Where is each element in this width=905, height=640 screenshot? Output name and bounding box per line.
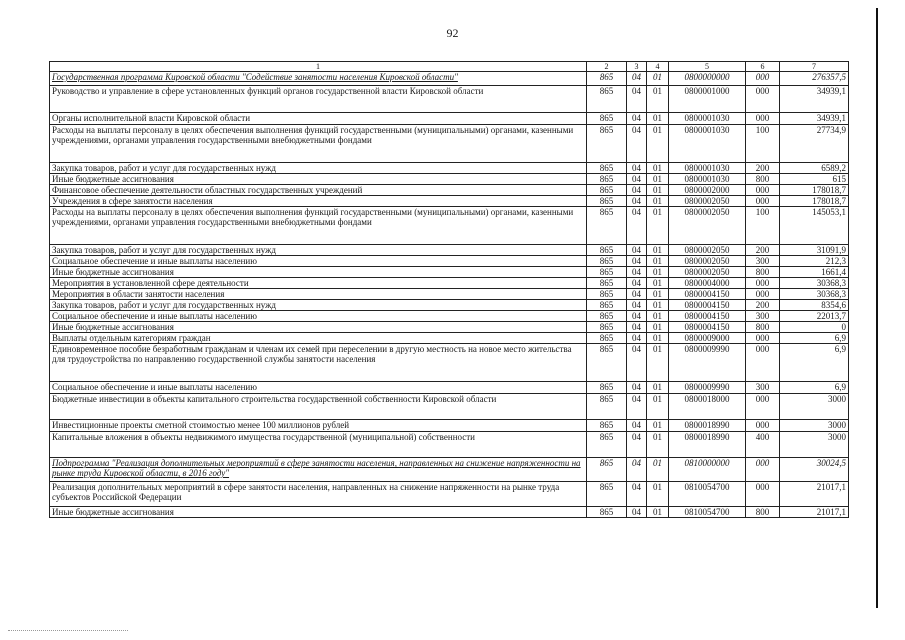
budget-item-name: Учреждения в сфере занятости населения	[50, 196, 587, 207]
table-row	[50, 245, 849, 256]
amount: 6589,2	[780, 163, 849, 174]
budget-item-name: Закупка товаров, работ и услуг для государственных нужд	[50, 245, 587, 256]
expense-type-code: 000	[746, 344, 780, 382]
table-row	[50, 256, 849, 267]
amount: 27734,9	[780, 125, 849, 163]
expense-type-code: 400	[746, 432, 780, 458]
ministry-code: 865	[587, 311, 627, 322]
section-code: 04	[627, 344, 647, 382]
subsection-code: 01	[647, 333, 669, 344]
target-article-code: 0810000000	[669, 458, 746, 482]
subsection-code: 01	[647, 507, 669, 518]
budget-item-name: Единовременное пособие безработным гражданам и членам их семей при переселении в другую местность на новое место жительства для трудоустройства по направлению государственной службы занятости населения	[50, 344, 587, 382]
table-row	[50, 289, 849, 300]
target-article-code: 0800001030	[669, 163, 746, 174]
table-row	[50, 207, 849, 245]
target-article-code: 0800009000	[669, 333, 746, 344]
amount: 8354,6	[780, 300, 849, 311]
subsection-code: 01	[647, 256, 669, 267]
table-row	[50, 278, 849, 289]
target-article-code: 0800002050	[669, 267, 746, 278]
table-row	[50, 196, 849, 207]
table-row	[50, 267, 849, 278]
target-article-code: 0800018990	[669, 432, 746, 458]
ministry-code: 865	[587, 394, 627, 420]
table-row	[50, 300, 849, 311]
budget-item-name: Органы исполнительной власти Кировской области	[50, 113, 587, 125]
ministry-code: 865	[587, 300, 627, 311]
expense-type-code: 300	[746, 311, 780, 322]
expense-type-code: 000	[746, 482, 780, 507]
amount: 145053,1	[780, 207, 849, 245]
expense-type-code: 100	[746, 125, 780, 163]
amount: 3000	[780, 432, 849, 458]
ministry-code: 865	[587, 507, 627, 518]
table-row	[50, 482, 849, 507]
column-header: 5	[669, 62, 746, 72]
table-row	[50, 382, 849, 394]
ministry-code: 865	[587, 72, 627, 86]
table-row	[50, 163, 849, 174]
subsection-code: 01	[647, 174, 669, 185]
section-code: 04	[627, 86, 647, 113]
expense-type-code: 000	[746, 72, 780, 86]
subsection-code: 01	[647, 196, 669, 207]
amount: 31091,9	[780, 245, 849, 256]
ministry-code: 865	[587, 458, 627, 482]
table-row	[50, 394, 849, 420]
target-article-code: 0800002050	[669, 256, 746, 267]
subsection-code: 01	[647, 267, 669, 278]
subsection-code: 01	[647, 394, 669, 420]
expense-type-code: 000	[746, 113, 780, 125]
amount: 30368,3	[780, 289, 849, 300]
expense-type-code: 300	[746, 382, 780, 394]
scan-artifact	[8, 630, 128, 632]
ministry-code: 865	[587, 267, 627, 278]
budget-item-name: Иные бюджетные ассигнования	[50, 174, 587, 185]
section-code: 04	[627, 267, 647, 278]
budget-item-name: Социальное обеспечение и иные выплаты населению	[50, 382, 587, 394]
header-row	[50, 62, 849, 72]
section-code: 04	[627, 125, 647, 163]
amount: 1661,4	[780, 267, 849, 278]
ministry-code: 865	[587, 333, 627, 344]
table-row	[50, 113, 849, 125]
expense-type-code: 100	[746, 207, 780, 245]
section-code: 04	[627, 245, 647, 256]
budget-item-name: Мероприятия в области занятости населения	[50, 289, 587, 300]
subsection-code: 01	[647, 300, 669, 311]
target-article-code: 0800002050	[669, 207, 746, 245]
ministry-code: 865	[587, 125, 627, 163]
budget-item-name: Социальное обеспечение и иные выплаты населению	[50, 256, 587, 267]
column-header: 3	[627, 62, 647, 72]
table-body	[50, 62, 849, 518]
ministry-code: 865	[587, 382, 627, 394]
subsection-code: 01	[647, 458, 669, 482]
expense-type-code: 200	[746, 300, 780, 311]
subsection-code: 01	[647, 382, 669, 394]
section-code: 04	[627, 382, 647, 394]
expense-type-code: 000	[746, 394, 780, 420]
ministry-code: 865	[587, 344, 627, 382]
subsection-code: 01	[647, 432, 669, 458]
budget-item-name: Иные бюджетные ассигнования	[50, 267, 587, 278]
table-row	[50, 86, 849, 113]
budget-item-name: Руководство и управление в сфере установленных функций органов государственной власти Кировской области	[50, 86, 587, 113]
subsection-code: 01	[647, 245, 669, 256]
target-article-code: 0800000000	[669, 72, 746, 86]
expense-type-code: 000	[746, 458, 780, 482]
amount: 21017,1	[780, 482, 849, 507]
subsection-code: 01	[647, 311, 669, 322]
subsection-code: 01	[647, 163, 669, 174]
section-code: 04	[627, 72, 647, 86]
subsection-code: 01	[647, 278, 669, 289]
subsection-code: 01	[647, 125, 669, 163]
ministry-code: 865	[587, 86, 627, 113]
column-header: 6	[746, 62, 780, 72]
amount: 34939,1	[780, 86, 849, 113]
budget-item-name: Социальное обеспечение и иные выплаты населению	[50, 311, 587, 322]
section-code: 04	[627, 311, 647, 322]
table-row	[50, 174, 849, 185]
page-number: 92	[446, 26, 459, 40]
budget-item-name: Бюджетные инвестиции в объекты капитального строительства государственной собственности Кировской области	[50, 394, 587, 420]
subsection-code: 01	[647, 86, 669, 113]
subsection-code: 01	[647, 207, 669, 245]
section-code: 04	[627, 482, 647, 507]
target-article-code: 0800009990	[669, 382, 746, 394]
target-article-code: 0810054700	[669, 507, 746, 518]
subsection-code: 01	[647, 289, 669, 300]
ministry-code: 865	[587, 196, 627, 207]
section-code: 04	[627, 322, 647, 333]
ministry-code: 865	[587, 174, 627, 185]
subsection-code: 01	[647, 185, 669, 196]
expense-type-code: 800	[746, 174, 780, 185]
expense-type-code: 300	[746, 256, 780, 267]
ministry-code: 865	[587, 322, 627, 333]
section-code: 04	[627, 256, 647, 267]
budget-item-name: Мероприятия в установленной сфере деятельности	[50, 278, 587, 289]
target-article-code: 0800018990	[669, 420, 746, 432]
amount: 178018,7	[780, 185, 849, 196]
ministry-code: 865	[587, 113, 627, 125]
margin-rule	[876, 8, 878, 608]
amount: 3000	[780, 420, 849, 432]
amount: 6,9	[780, 344, 849, 382]
section-code: 04	[627, 174, 647, 185]
section-code: 04	[627, 333, 647, 344]
target-article-code: 0800001030	[669, 125, 746, 163]
ministry-code: 865	[587, 207, 627, 245]
subsection-code: 01	[647, 420, 669, 432]
subsection-code: 01	[647, 113, 669, 125]
section-code: 04	[627, 458, 647, 482]
section-code: 04	[627, 185, 647, 196]
section-code: 04	[627, 300, 647, 311]
expense-type-code: 000	[746, 86, 780, 113]
budget-item-name: Финансовое обеспечение деятельности областных государственных учреждений	[50, 185, 587, 196]
amount: 0	[780, 322, 849, 333]
column-header: 2	[587, 62, 627, 72]
section-code: 04	[627, 507, 647, 518]
table-row	[50, 420, 849, 432]
table-row	[50, 344, 849, 382]
table-row	[50, 322, 849, 333]
ministry-code: 865	[587, 278, 627, 289]
budget-table	[49, 61, 849, 518]
amount: 615	[780, 174, 849, 185]
target-article-code: 0800018000	[669, 394, 746, 420]
budget-item-name: Подпрограмма "Реализация дополнительных мероприятий в сфере занятости населения, направленных на снижение напряженности на рынке труда Кировской области, в 2016 году"	[50, 458, 587, 482]
amount: 30024,5	[780, 458, 849, 482]
expense-type-code: 000	[746, 196, 780, 207]
subsection-code: 01	[647, 322, 669, 333]
amount: 30368,3	[780, 278, 849, 289]
expense-type-code: 000	[746, 289, 780, 300]
table-row	[50, 311, 849, 322]
budget-item-name: Капитальные вложения в объекты недвижимого имущества государственной (муниципальной) собственности	[50, 432, 587, 458]
amount: 212,3	[780, 256, 849, 267]
budget-item-name: Закупка товаров, работ и услуг для государственных нужд	[50, 163, 587, 174]
target-article-code: 0800002050	[669, 245, 746, 256]
target-article-code: 0800002050	[669, 196, 746, 207]
budget-item-name: Государственная программа Кировской области "Содействие занятости населения Кировской области"	[50, 72, 587, 86]
subsection-code: 01	[647, 482, 669, 507]
subsection-code: 01	[647, 72, 669, 86]
budget-item-name: Расходы на выплаты персоналу в целях обеспечения выполнения функций государственными (муниципальными) органами, казенными учреждениями, органами управления государственными внебюджетными фондами	[50, 125, 587, 163]
amount: 22013,7	[780, 311, 849, 322]
amount: 21017,1	[780, 507, 849, 518]
amount: 276357,5	[780, 72, 849, 86]
ministry-code: 865	[587, 432, 627, 458]
subsection-code: 01	[647, 344, 669, 382]
target-article-code: 0800001030	[669, 174, 746, 185]
section-code: 04	[627, 196, 647, 207]
budget-item-name: Закупка товаров, работ и услуг для государственных нужд	[50, 300, 587, 311]
expense-type-code: 000	[746, 278, 780, 289]
section-code: 04	[627, 394, 647, 420]
target-article-code: 0800001030	[669, 113, 746, 125]
expense-type-code: 200	[746, 163, 780, 174]
ministry-code: 865	[587, 420, 627, 432]
budget-item-name: Выплаты отдельным категориям граждан	[50, 333, 587, 344]
section-code: 04	[627, 289, 647, 300]
table-row	[50, 507, 849, 518]
target-article-code: 0800004000	[669, 278, 746, 289]
target-article-code: 0800004150	[669, 300, 746, 311]
ministry-code: 865	[587, 289, 627, 300]
table-row	[50, 185, 849, 196]
section-code: 04	[627, 420, 647, 432]
ministry-code: 865	[587, 245, 627, 256]
amount: 34939,1	[780, 113, 849, 125]
table-row	[50, 72, 849, 86]
section-code: 04	[627, 207, 647, 245]
target-article-code: 0800002000	[669, 185, 746, 196]
expense-type-code: 800	[746, 507, 780, 518]
ministry-code: 865	[587, 163, 627, 174]
target-article-code: 0810054700	[669, 482, 746, 507]
column-header: 1	[50, 62, 587, 72]
budget-item-name: Иные бюджетные ассигнования	[50, 507, 587, 518]
ministry-code: 865	[587, 482, 627, 507]
target-article-code: 0800009990	[669, 344, 746, 382]
expense-type-code: 000	[746, 185, 780, 196]
target-article-code: 0800004150	[669, 322, 746, 333]
amount: 178018,7	[780, 196, 849, 207]
expense-type-code: 000	[746, 420, 780, 432]
section-code: 04	[627, 163, 647, 174]
amount: 3000	[780, 394, 849, 420]
table-row	[50, 125, 849, 163]
budget-item-name: Реализация дополнительных мероприятий в сфере занятости населения, направленных на снижение напряженности на рынке труда субъектов Российской Федерации	[50, 482, 587, 507]
table-row	[50, 333, 849, 344]
column-header: 4	[647, 62, 669, 72]
table-row	[50, 432, 849, 458]
expense-type-code: 000	[746, 333, 780, 344]
budget-item-name: Инвестиционные проекты сметной стоимостью менее 100 миллионов рублей	[50, 420, 587, 432]
ministry-code: 865	[587, 256, 627, 267]
budget-item-name: Расходы на выплаты персоналу в целях обеспечения выполнения функций государственными (муниципальными) органами, казенными учреждениями, органами управления государственными внебюджетными фондами	[50, 207, 587, 245]
target-article-code: 0800004150	[669, 289, 746, 300]
section-code: 04	[627, 278, 647, 289]
amount: 6,9	[780, 382, 849, 394]
section-code: 04	[627, 113, 647, 125]
expense-type-code: 800	[746, 322, 780, 333]
amount: 6,9	[780, 333, 849, 344]
target-article-code: 0800001000	[669, 86, 746, 113]
expense-type-code: 800	[746, 267, 780, 278]
table-row	[50, 458, 849, 482]
expense-type-code: 200	[746, 245, 780, 256]
budget-item-name: Иные бюджетные ассигнования	[50, 322, 587, 333]
section-code: 04	[627, 432, 647, 458]
column-header: 7	[780, 62, 849, 72]
target-article-code: 0800004150	[669, 311, 746, 322]
ministry-code: 865	[587, 185, 627, 196]
